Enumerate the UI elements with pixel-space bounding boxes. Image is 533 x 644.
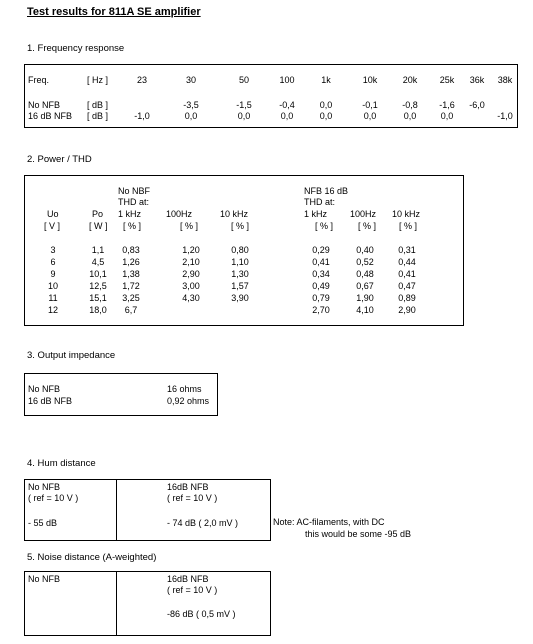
power-thd-table bbox=[24, 175, 464, 326]
freq-header-cell: 36k bbox=[469, 75, 485, 85]
thd-value-cell: 0,47 bbox=[398, 281, 416, 291]
section-heading-impedance: 3. Output impedance bbox=[27, 350, 116, 361]
thd-value-cell: 2,90 bbox=[398, 305, 416, 315]
freq-header-cell: 25k bbox=[439, 75, 455, 85]
frequency-table bbox=[24, 64, 518, 128]
freq-row-unit: [ dB ] bbox=[87, 100, 109, 110]
impedance-label: 16 dB NFB bbox=[28, 396, 73, 406]
freq-header-cell: 23 bbox=[136, 75, 147, 85]
impedance-table bbox=[24, 373, 218, 416]
thd-value-cell: 1,72 bbox=[122, 281, 140, 291]
thd-value-cell: 0,79 bbox=[312, 293, 330, 303]
freq-header-cell: 30 bbox=[185, 75, 196, 85]
freq-value-cell: -6,0 bbox=[469, 100, 485, 110]
thd-at-label: THD at: bbox=[304, 197, 336, 207]
thd-value-cell: 0,29 bbox=[312, 245, 330, 255]
freq-value-cell: -0,8 bbox=[402, 100, 418, 110]
thd-value-cell: 2,10 bbox=[182, 257, 200, 267]
freq-value-cell: 0,0 bbox=[184, 111, 198, 121]
col-100hz: 100Hz bbox=[350, 209, 377, 219]
freq-header-cell: 20k bbox=[402, 75, 418, 85]
freq-header-cell: 1k bbox=[321, 75, 331, 85]
thd-value-cell: 0,41 bbox=[398, 269, 416, 279]
noise-left-title: No NFB bbox=[28, 574, 61, 584]
thd-value-cell: 0,67 bbox=[356, 281, 374, 291]
freq-unit: [ Hz ] bbox=[87, 75, 109, 85]
freq-value-cell: 0,0 bbox=[403, 111, 417, 121]
unit-pct: [ % ] bbox=[180, 221, 199, 231]
freq-header-cell: 38k bbox=[497, 75, 513, 85]
thd-value-cell: 3,90 bbox=[231, 293, 249, 303]
thd-value-cell: 6,7 bbox=[124, 305, 138, 315]
col-100hz: 100Hz bbox=[166, 209, 193, 219]
freq-value-cell: 0,0 bbox=[319, 100, 333, 110]
thd-uo-cell: 11 bbox=[48, 293, 58, 303]
hum-left-title: No NFB bbox=[28, 482, 61, 492]
freq-value-cell: 0,0 bbox=[363, 111, 377, 121]
hum-right-ref: ( ref = 10 V ) bbox=[167, 493, 218, 503]
section-heading-hum: 4. Hum distance bbox=[27, 458, 96, 469]
thd-value-cell: 2,70 bbox=[312, 305, 330, 315]
thd-value-cell: 1,26 bbox=[122, 257, 140, 267]
unit-v: [ V ] bbox=[44, 221, 61, 231]
col-10khz: 10 kHz bbox=[220, 209, 249, 219]
freq-header-cell: 10k bbox=[362, 75, 378, 85]
section-heading-noise: 5. Noise distance (A-weighted) bbox=[27, 552, 157, 563]
unit-pct: [ % ] bbox=[399, 221, 418, 231]
freq-value-cell: -1,0 bbox=[134, 111, 150, 121]
noise-right-ref: ( ref = 10 V ) bbox=[167, 585, 218, 595]
noise-right-title: 16dB NFB bbox=[167, 574, 209, 584]
hum-divider bbox=[116, 480, 117, 540]
thd-po-cell: 10,1 bbox=[89, 269, 107, 279]
freq-header-cell: 50 bbox=[238, 75, 249, 85]
thd-po-cell: 4,5 bbox=[91, 257, 105, 267]
freq-label: Freq. bbox=[28, 75, 50, 85]
thd-value-cell: 0,31 bbox=[398, 245, 416, 255]
col-uo: Uo bbox=[47, 209, 59, 219]
impedance-label: No NFB bbox=[28, 384, 61, 394]
thd-value-cell: 1,57 bbox=[231, 281, 249, 291]
section-heading-power-thd: 2. Power / THD bbox=[27, 154, 92, 165]
hum-note: Note: AC-filaments, with DC bbox=[273, 517, 385, 527]
thd-group-nfb: NFB 16 dB bbox=[304, 186, 349, 196]
thd-po-cell: 1,1 bbox=[91, 245, 105, 255]
unit-w: [ W ] bbox=[89, 221, 108, 231]
freq-value-cell: -3,5 bbox=[183, 100, 199, 110]
thd-uo-cell: 12 bbox=[47, 305, 58, 315]
thd-po-cell: 15,1 bbox=[89, 293, 107, 303]
impedance-value: 16 ohms bbox=[167, 384, 202, 394]
hum-left-ref: ( ref = 10 V ) bbox=[28, 493, 79, 503]
page-title: Test results for 811A SE amplifier bbox=[27, 6, 201, 18]
section-heading-frequency: 1. Frequency response bbox=[27, 43, 125, 54]
freq-value-cell: 0,0 bbox=[237, 111, 251, 121]
freq-value-cell: -0,4 bbox=[279, 100, 295, 110]
hum-right-value: - 74 dB ( 2,0 mV ) bbox=[167, 518, 239, 528]
freq-value-cell: -1,6 bbox=[439, 100, 455, 110]
thd-value-cell: 0,49 bbox=[312, 281, 330, 291]
freq-row-label: No NFB bbox=[28, 100, 61, 110]
impedance-value: 0,92 ohms bbox=[167, 396, 210, 406]
unit-pct: [ % ] bbox=[231, 221, 250, 231]
thd-value-cell: 1,38 bbox=[122, 269, 140, 279]
thd-value-cell: 1,10 bbox=[231, 257, 249, 267]
freq-value-cell: -0,1 bbox=[362, 100, 378, 110]
thd-uo-cell: 3 bbox=[50, 245, 56, 255]
thd-value-cell: 0,48 bbox=[356, 269, 374, 279]
thd-uo-cell: 10 bbox=[47, 281, 58, 291]
thd-value-cell: 4,30 bbox=[182, 293, 200, 303]
thd-value-cell: 1,90 bbox=[356, 293, 374, 303]
thd-value-cell: 1,20 bbox=[182, 245, 200, 255]
thd-value-cell: 0,34 bbox=[312, 269, 330, 279]
thd-value-cell: 1,30 bbox=[231, 269, 249, 279]
col-po: Po bbox=[92, 209, 104, 219]
thd-value-cell: 0,89 bbox=[398, 293, 416, 303]
thd-at-label: THD at: bbox=[118, 197, 150, 207]
hum-left-value: - 55 dB bbox=[28, 518, 58, 528]
thd-po-cell: 12,5 bbox=[89, 281, 107, 291]
hum-right-title: 16dB NFB bbox=[167, 482, 209, 492]
thd-group-no-nfb: No NBF bbox=[118, 186, 151, 196]
unit-pct: [ % ] bbox=[123, 221, 142, 231]
thd-value-cell: 0,41 bbox=[312, 257, 330, 267]
hum-note-continued: this would be some -95 dB bbox=[305, 529, 412, 539]
col-1khz: 1 kHz bbox=[118, 209, 142, 219]
thd-value-cell: 3,00 bbox=[182, 281, 200, 291]
thd-value-cell: 2,90 bbox=[182, 269, 200, 279]
freq-row-label: 16 dB NFB bbox=[28, 111, 73, 121]
thd-value-cell: 0,83 bbox=[122, 245, 140, 255]
freq-value-cell: -1,0 bbox=[497, 111, 513, 121]
thd-value-cell: 0,40 bbox=[356, 245, 374, 255]
freq-value-cell: 0,0 bbox=[319, 111, 333, 121]
thd-uo-cell: 9 bbox=[50, 269, 56, 279]
unit-pct: [ % ] bbox=[358, 221, 377, 231]
thd-po-cell: 18,0 bbox=[89, 305, 107, 315]
freq-value-cell: 0,0 bbox=[280, 111, 294, 121]
col-1khz: 1 kHz bbox=[304, 209, 328, 219]
freq-value-cell: -1,5 bbox=[236, 100, 252, 110]
thd-value-cell: 0,44 bbox=[398, 257, 416, 267]
freq-row-unit: [ dB ] bbox=[87, 111, 109, 121]
thd-value-cell: 4,10 bbox=[356, 305, 374, 315]
thd-value-cell: 0,52 bbox=[356, 257, 374, 267]
thd-value-cell: 3,25 bbox=[122, 293, 140, 303]
hum-table bbox=[24, 479, 271, 541]
noise-right-value: -86 dB ( 0,5 mV ) bbox=[167, 609, 236, 619]
noise-divider bbox=[116, 572, 117, 635]
unit-pct: [ % ] bbox=[315, 221, 334, 231]
freq-value-cell: 0,0 bbox=[440, 111, 454, 121]
col-10khz: 10 kHz bbox=[392, 209, 421, 219]
freq-header-cell: 100 bbox=[279, 75, 295, 85]
thd-uo-cell: 6 bbox=[50, 257, 56, 267]
thd-value-cell: 0,80 bbox=[231, 245, 249, 255]
noise-table bbox=[24, 571, 271, 636]
